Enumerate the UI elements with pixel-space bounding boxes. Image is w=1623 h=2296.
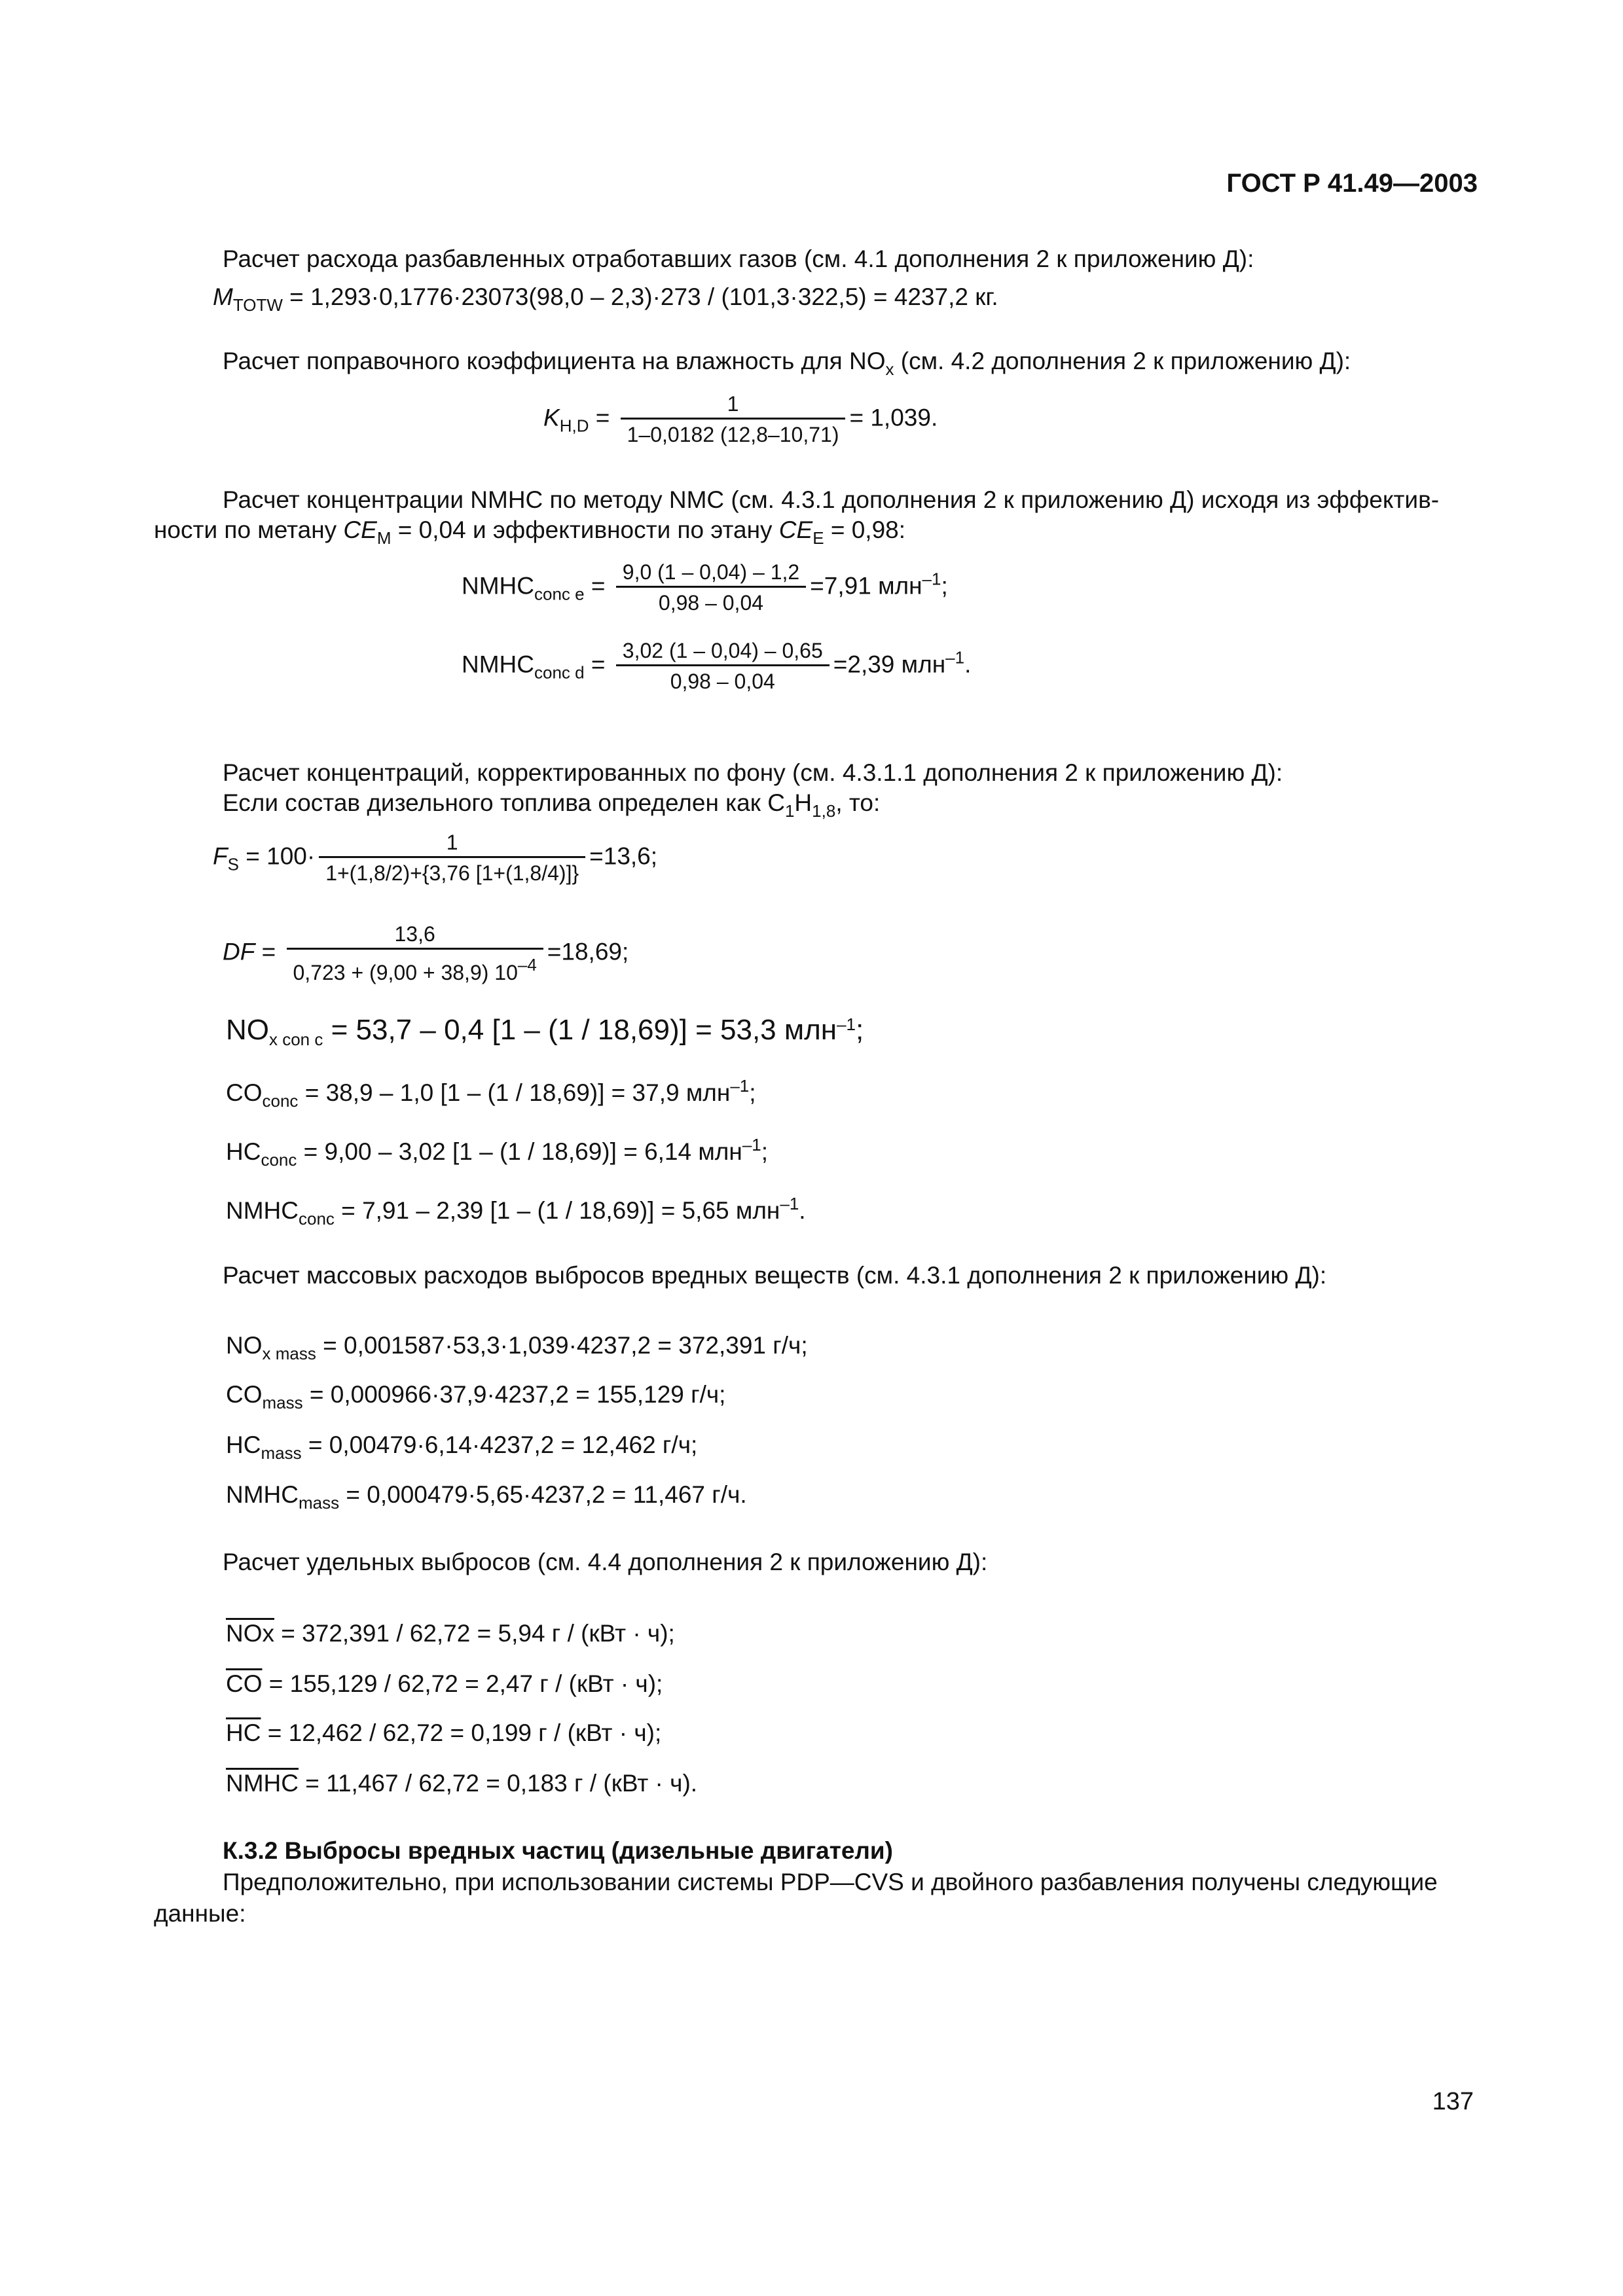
formula-rhs: = 9,00 – 3,02 [1 – (1 / 18,69)] = 6,14 млн xyxy=(297,1138,742,1165)
formula-lhs: NMHC xyxy=(462,572,534,600)
ce-e-sub: E xyxy=(812,528,824,548)
fraction-denominator: 1+(1,8/2)+{3,76 [1+(1,8/4)]} xyxy=(319,856,585,886)
formula-hc-specific xyxy=(226,1719,661,1748)
fraction xyxy=(287,922,543,985)
diesel-fuel-composition-line xyxy=(223,787,880,827)
formula-nmhc-conc-e xyxy=(462,560,948,615)
formula-rhs: = 53,7 – 0,4 [1 – (1 / 18,69)] = 53,3 млн xyxy=(323,1014,837,1046)
formula-eq: = xyxy=(589,404,617,431)
formula-co-conc xyxy=(226,1071,756,1115)
formula-lhs: F xyxy=(213,842,228,870)
page-number: 137 xyxy=(1432,2088,1474,2115)
formula-fs xyxy=(213,830,657,886)
fraction xyxy=(319,830,585,886)
section-paragraph-line1: Предположительно, при использовании системы PDP—CVS и двойного разбавления получены следующие xyxy=(223,1869,1438,1895)
formula-rhs: = 0,000479·5,65·4237,2 = 11,467 г/ч. xyxy=(339,1481,747,1508)
formula-rhs: = 38,9 – 1,0 [1 – (1 / 18,69)] = 37,9 млн xyxy=(298,1079,731,1106)
formula-nmhc-conc-d xyxy=(462,638,971,694)
formula-lhs-sub: conc xyxy=(298,1209,335,1229)
formula-nmhc-specific xyxy=(226,1769,697,1798)
formula-rhs: = 11,467 / 62,72 = 0,183 г / (кВт · ч). xyxy=(298,1770,698,1797)
intro-text-a: Расчет поправочного коэффициента на влажность для NO xyxy=(223,348,886,374)
formula-rhs: = 0,001587·53,3·1,039·4237,2 = 372,391 г/ч; xyxy=(316,1332,808,1359)
ce-m-sub: M xyxy=(376,528,392,548)
background-correction-intro: Расчет концентраций, корректированных по фону (см. 4.3.1.1 дополнения 2 к приложению Д): xyxy=(223,759,1283,786)
document-number-header: ГОСТ Р 41.49—2003 xyxy=(1226,169,1478,198)
formula-tail: ; xyxy=(749,1079,756,1106)
formula-lhs: HC xyxy=(226,1138,261,1165)
formula-lhs-sub: x mass xyxy=(262,1344,316,1363)
formula-rhs: = 7,91 – 2,39 [1 – (1 / 18,69)] = 5,65 млн xyxy=(334,1197,780,1224)
fraction-denominator: 1–0,0182 (12,8–10,71) xyxy=(621,418,846,447)
formula-result: =2,39 млн xyxy=(833,651,946,678)
formula-tail: . xyxy=(799,1197,806,1224)
formula-rhs: = 155,129 / 62,72 = 2,47 г / (кВт · ч); xyxy=(262,1670,663,1697)
formula-tail: ; xyxy=(856,1014,864,1046)
fraction-numerator: 13,6 xyxy=(394,922,435,946)
formula-m-totw xyxy=(213,283,998,319)
text: , то: xyxy=(835,789,881,816)
formula-lhs-sub: conc xyxy=(262,1091,299,1111)
fraction-numerator: 9,0 (1 – 0,04) – 1,2 xyxy=(622,560,800,584)
formula-sup: –1 xyxy=(922,569,941,589)
formula-eq: = xyxy=(584,651,612,678)
formula-lhs: $\overline{HC}$ xyxy=(226,1719,261,1746)
text: Если состав дизельного топлива определен как С xyxy=(223,789,785,816)
formula-sup: –1 xyxy=(730,1076,750,1096)
formula-lhs: $\overline{CO}$ xyxy=(226,1670,263,1697)
formula-rhs: = 372,391 / 62,72 = 5,94 г / (кВт · ч); xyxy=(274,1620,675,1647)
formula-tail: . xyxy=(964,651,972,678)
formula-lhs-sub: mass xyxy=(261,1443,302,1463)
formula-lhs-sub: H,D xyxy=(559,416,589,436)
formula-eq: = xyxy=(584,572,612,600)
text: = 0,04 и эффективности по этану xyxy=(391,516,779,543)
formula-hc-conc xyxy=(226,1130,768,1174)
formula-lhs: NMHC xyxy=(226,1770,299,1797)
formula-lhs: NMHC xyxy=(462,651,534,678)
humidity-correction-intro xyxy=(223,346,1351,385)
formula-k-hd xyxy=(543,391,938,447)
formula-sup: –1 xyxy=(742,1135,761,1155)
formula-result: =13,6; xyxy=(589,842,658,870)
formula-tail: ; xyxy=(761,1138,769,1165)
fraction xyxy=(616,560,806,615)
formula-sup: –1 xyxy=(945,647,965,668)
formula-hc-mass xyxy=(226,1431,697,1467)
formula-lhs: $\overline{NOx}$ xyxy=(226,1620,274,1647)
formula-lhs-sub: conc e xyxy=(534,584,585,604)
ce-e-symbol: CE xyxy=(778,516,813,543)
fraction xyxy=(621,391,846,447)
formula-rhs: = 12,462 / 62,72 = 0,199 г / (кВт · ч); xyxy=(261,1719,662,1746)
specific-emissions-intro: Расчет удельных выбросов (см. 4.4 дополнения 2 к приложению Д): xyxy=(223,1549,988,1575)
formula-lhs: CO xyxy=(226,1079,263,1106)
fraction xyxy=(616,638,830,694)
sub: 1 xyxy=(784,801,795,821)
formula-co-specific xyxy=(226,1670,663,1698)
formula-lhs: NO xyxy=(226,1332,263,1359)
formula-nox-mass xyxy=(226,1331,808,1368)
formula-df xyxy=(223,922,629,985)
formula-nox-specific xyxy=(226,1619,675,1648)
formula-nmhc-conc xyxy=(226,1189,806,1233)
formula-eq: = xyxy=(255,938,283,965)
formula-lhs-sub: conc xyxy=(261,1150,297,1170)
section-paragraph-line2: данные: xyxy=(154,1900,246,1927)
formula-lhs: CO xyxy=(226,1381,263,1408)
formula-result: =18,69; xyxy=(547,938,629,965)
ce-m-symbol: CE xyxy=(343,516,377,543)
fraction-denominator xyxy=(287,948,543,985)
text: ности по метану xyxy=(154,516,344,543)
formula-lhs: M xyxy=(213,283,233,310)
sub: 1,8 xyxy=(812,801,836,821)
nmhc-calc-intro-line1: Расчет концентрации NMHC по методу NMC (см. 4.3.1 дополнения 2 к приложению Д) исходя из эффектив- xyxy=(223,486,1440,513)
fraction-numerator: 1 xyxy=(446,831,458,854)
formula-lhs-sub: mass xyxy=(298,1493,340,1513)
fraction-numerator: 3,02 (1 – 0,04) – 0,65 xyxy=(622,639,823,662)
formula-lhs: HC xyxy=(226,1431,261,1458)
formula-tail: ; xyxy=(941,572,948,600)
nmhc-calc-intro-line2 xyxy=(154,514,905,554)
section-heading-k32: К.3.2 Выбросы вредных частиц (дизельные двигатели) xyxy=(223,1837,893,1864)
formula-lhs-sub: x con c xyxy=(269,1030,323,1049)
den-text: 0,723 + (9,00 + 38,9) 10 xyxy=(293,961,518,984)
formula-lhs-sub: S xyxy=(227,854,239,874)
formula-nmhc-mass xyxy=(226,1480,747,1517)
formula-lhs: K xyxy=(543,404,560,431)
formula-lhs: NMHC xyxy=(226,1481,299,1508)
den-sup: –4 xyxy=(517,955,537,975)
formula-rhs: = 0,00479·6,14·4237,2 = 12,462 г/ч; xyxy=(301,1431,698,1458)
intro-sub: x xyxy=(885,359,894,379)
formula-sup: –1 xyxy=(837,1014,856,1034)
formula-rhs: = 1,293·0,1776·23073(98,0 – 2,3)·273 / (101,3·322,5) = 4237,2 кг. xyxy=(282,283,998,310)
formula-lhs: NO xyxy=(226,1014,269,1046)
formula-lhs-sub: mass xyxy=(262,1393,303,1412)
text: = 0,98: xyxy=(824,516,906,543)
formula-lhs: DF xyxy=(223,938,255,965)
fraction-numerator: 1 xyxy=(727,392,739,416)
text: Н xyxy=(794,789,812,816)
fraction-denominator: 0,98 – 0,04 xyxy=(616,586,806,615)
formula-lhs: NMHC xyxy=(226,1197,299,1224)
formula-lhs-sub: conc d xyxy=(534,662,585,683)
formula-nox-conc xyxy=(226,1010,864,1054)
fraction-denominator: 0,98 – 0,04 xyxy=(616,664,830,694)
formula-sup: –1 xyxy=(780,1194,799,1213)
formula-lhs-sub: TOTW xyxy=(232,295,283,315)
formula-result: =7,91 млн xyxy=(810,572,922,600)
intro-text-b: (см. 4.2 дополнения 2 к приложению Д): xyxy=(894,348,1351,374)
formula-eq: = 100· xyxy=(238,842,316,870)
formula-co-mass xyxy=(226,1380,725,1417)
flow-rate-calc-intro: Расчет расхода разбавленных отработавших газов (см. 4.1 дополнения 2 к приложению Д): xyxy=(223,245,1254,272)
formula-rhs: = 0,000966·37,9·4237,2 = 155,129 г/ч; xyxy=(302,1381,726,1408)
formula-result: = 1,039. xyxy=(849,404,938,431)
mass-flow-calc-intro: Расчет массовых расходов выбросов вредных веществ (см. 4.3.1 дополнения 2 к приложению Д): xyxy=(223,1262,1327,1289)
